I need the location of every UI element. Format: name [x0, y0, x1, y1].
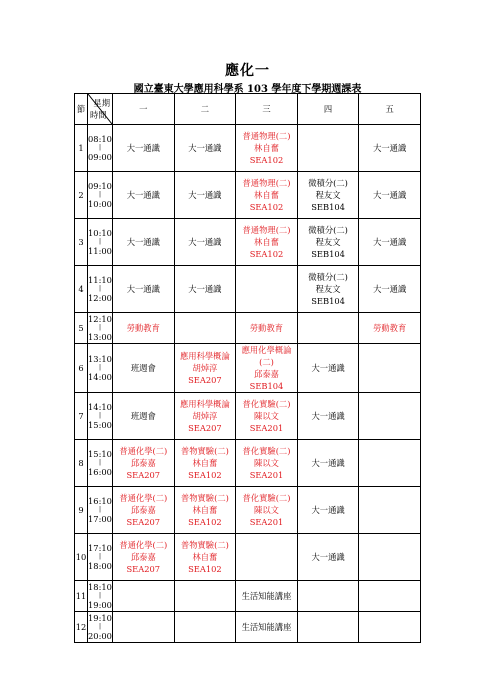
course-line: 應用科學概論 — [179, 399, 230, 409]
course-line: 生活知能講座 — [241, 591, 292, 601]
course-line: 陳以文 — [254, 411, 279, 421]
course-cell — [297, 172, 359, 219]
course-line: 程友文 — [315, 190, 341, 200]
time-sep: | — [98, 364, 102, 371]
course-cell — [113, 344, 175, 393]
course-line: 普通化學(二) — [119, 446, 168, 456]
period-time — [88, 172, 113, 219]
course-cell — [359, 125, 421, 172]
course-line: 普物實驗(二) — [180, 540, 229, 550]
course-cell — [236, 612, 298, 643]
course-line: SEA207 — [126, 470, 161, 480]
course-cell — [359, 172, 421, 219]
time-label: 時間 — [90, 110, 107, 120]
page-title: 應化一 — [225, 63, 270, 79]
header-row — [75, 94, 421, 125]
course-cell — [297, 393, 359, 440]
course-line: 大一通識 — [188, 284, 222, 294]
time-sep: | — [98, 592, 102, 599]
course-line: 應用化學概論 — [241, 345, 292, 355]
course-line: 林自奮 — [192, 505, 218, 515]
course-cell — [113, 487, 175, 534]
time-end: 13:00 — [88, 332, 112, 342]
course-line: 班週會 — [130, 363, 156, 373]
course-line: 程友文 — [315, 284, 341, 294]
course-line: SEA207 — [188, 375, 222, 385]
course-line: 大一通識 — [188, 237, 222, 247]
period-number: 1 — [75, 125, 88, 172]
table-row — [75, 266, 421, 313]
time-start: 13:10 — [88, 354, 112, 364]
period-time — [88, 125, 113, 172]
course-line: 邱泰嘉 — [254, 369, 279, 379]
course-line: SEA207 — [126, 517, 161, 527]
day-header: 二 — [174, 94, 236, 125]
course-line: 林自奮 — [192, 458, 218, 468]
course-line: 大一通識 — [311, 411, 345, 421]
course-cell — [174, 219, 236, 266]
time-end: 14:00 — [88, 372, 112, 382]
course-line: 林自奮 — [254, 237, 279, 247]
course-cell — [113, 581, 175, 612]
course-cell — [359, 581, 421, 612]
course-line: 普化實驗(二) — [242, 446, 291, 456]
course-cell — [113, 612, 175, 643]
table-row — [75, 125, 421, 172]
course-line: 大一通識 — [373, 143, 407, 153]
course-line: 大一通識 — [126, 190, 160, 200]
course-line: (二) — [259, 357, 274, 367]
course-line: 勞動教育 — [373, 323, 407, 333]
table-row — [75, 612, 421, 643]
time-start: 12:10 — [88, 314, 112, 324]
course-cell — [236, 487, 298, 534]
course-cell — [359, 313, 421, 344]
table-row — [75, 393, 421, 440]
course-line: 胡焯淳 — [192, 411, 218, 421]
course-cell — [297, 440, 359, 487]
course-line: 大一通識 — [126, 143, 160, 153]
time-start: 17:10 — [88, 543, 112, 553]
course-cell — [236, 266, 298, 313]
course-cell — [297, 487, 359, 534]
course-line: 大一通識 — [311, 505, 345, 515]
period-number: 8 — [75, 440, 88, 487]
period-number: 6 — [75, 344, 88, 393]
time-start: 15:10 — [88, 449, 112, 459]
course-cell — [359, 219, 421, 266]
course-line: 勞動教育 — [126, 323, 160, 333]
time-sep: | — [98, 324, 102, 331]
time-end: 12:00 — [88, 293, 112, 303]
course-line: SEA207 — [188, 423, 222, 433]
table-row — [75, 172, 421, 219]
time-start: 19:10 — [88, 613, 112, 623]
course-line: 微積分(二) — [308, 225, 348, 235]
table-row — [75, 313, 421, 344]
time-start: 08:10 — [88, 134, 112, 144]
course-cell — [174, 393, 236, 440]
course-line: 邱泰嘉 — [130, 505, 156, 515]
table-row — [75, 581, 421, 612]
period-time — [88, 393, 113, 440]
day-header: 一 — [113, 94, 175, 125]
period-number: 11 — [75, 581, 88, 612]
course-cell — [113, 313, 175, 344]
course-line: 大一通識 — [373, 284, 407, 294]
course-cell — [174, 125, 236, 172]
time-start: 14:10 — [88, 402, 112, 412]
course-line: 林自奮 — [254, 190, 279, 200]
period-number: 4 — [75, 266, 88, 313]
diagonal-line — [88, 94, 112, 124]
course-cell — [297, 125, 359, 172]
course-cell — [174, 313, 236, 344]
course-line: 大一通識 — [373, 237, 407, 247]
course-cell — [359, 440, 421, 487]
time-sep: | — [98, 285, 102, 292]
course-line: 邱泰嘉 — [130, 552, 156, 562]
course-line: 勞動教育 — [249, 323, 284, 333]
weekday-label: 星期 — [93, 98, 110, 108]
course-line: 應用科學概論 — [179, 351, 230, 361]
course-cell — [113, 172, 175, 219]
course-cell — [113, 266, 175, 313]
time-end: 11:00 — [88, 246, 112, 256]
course-cell — [236, 125, 298, 172]
course-line: SEA102 — [249, 202, 284, 212]
course-line: SEB104 — [311, 249, 345, 259]
period-time — [88, 313, 113, 344]
time-sep: | — [98, 412, 102, 419]
course-cell — [113, 534, 175, 581]
weekday-time-header — [88, 94, 113, 125]
table-row — [75, 440, 421, 487]
course-cell — [113, 440, 175, 487]
period-time — [88, 266, 113, 313]
course-line: 大一通識 — [188, 143, 222, 153]
course-cell — [297, 266, 359, 313]
course-cell — [297, 612, 359, 643]
course-cell — [359, 266, 421, 313]
course-line: SEA201 — [249, 470, 284, 480]
day-header: 三 — [236, 94, 298, 125]
course-line: 林自奮 — [192, 552, 218, 562]
course-line: 陳以文 — [254, 458, 279, 468]
course-cell — [113, 393, 175, 440]
course-cell — [236, 440, 298, 487]
time-start: 10:10 — [88, 228, 112, 238]
time-end: 10:00 — [88, 199, 112, 209]
course-cell — [236, 534, 298, 581]
period-time — [88, 534, 113, 581]
period-number: 12 — [75, 612, 88, 643]
course-line: 陳以文 — [254, 505, 279, 515]
course-cell — [174, 581, 236, 612]
course-cell — [174, 440, 236, 487]
course-line: 普通化學(二) — [119, 540, 168, 550]
course-line: 普物實驗(二) — [180, 446, 229, 456]
course-line: 普通物理(二) — [242, 131, 291, 141]
time-sep: | — [98, 623, 102, 630]
course-cell — [174, 344, 236, 393]
course-line: 大一通識 — [373, 190, 407, 200]
table-row — [75, 344, 421, 393]
course-line: 大一通識 — [311, 363, 345, 373]
course-cell — [236, 581, 298, 612]
period-number: 7 — [75, 393, 88, 440]
course-line: 林自奮 — [254, 143, 279, 153]
table-row — [75, 487, 421, 534]
course-line: 班週會 — [130, 411, 156, 421]
course-line: SEB104 — [311, 296, 345, 306]
course-line: SEA201 — [249, 423, 284, 433]
course-cell — [236, 344, 298, 393]
course-cell — [297, 344, 359, 393]
course-line: 大一通識 — [126, 284, 160, 294]
course-line: 普化實驗(二) — [242, 399, 291, 409]
course-line: 大一通識 — [188, 190, 222, 200]
course-line: SEA207 — [126, 564, 161, 574]
day-header: 四 — [297, 94, 359, 125]
period-time — [88, 440, 113, 487]
course-cell — [359, 487, 421, 534]
time-sep: | — [98, 144, 102, 151]
page-subtitle: 國立臺東大學應用科學系 103 學年度下學期週課表 — [133, 84, 362, 95]
course-line: 程友文 — [315, 237, 341, 247]
course-line: 生活知能講座 — [241, 622, 292, 632]
table-row — [75, 219, 421, 266]
course-line: SEA102 — [249, 155, 284, 165]
course-cell — [174, 172, 236, 219]
course-cell — [236, 393, 298, 440]
course-cell — [297, 581, 359, 612]
course-line: 普通化學(二) — [119, 493, 168, 503]
period-time — [88, 487, 113, 534]
course-cell — [297, 219, 359, 266]
time-start: 18:10 — [88, 582, 112, 592]
time-sep: | — [98, 553, 102, 560]
course-cell — [236, 172, 298, 219]
course-line: 普通物理(二) — [242, 225, 291, 235]
period-number: 9 — [75, 487, 88, 534]
course-line: 大一通識 — [311, 458, 345, 468]
time-start: 11:10 — [88, 275, 112, 285]
time-end: 18:00 — [88, 561, 112, 571]
period-header: 節 — [75, 94, 88, 125]
course-line: SEA102 — [188, 517, 222, 527]
course-line: SEA102 — [188, 564, 222, 574]
course-line: 微積分(二) — [308, 178, 348, 188]
course-cell — [297, 534, 359, 581]
course-line: SEA201 — [249, 517, 284, 527]
course-line: 普化實驗(二) — [242, 493, 291, 503]
time-end: 17:00 — [88, 514, 112, 524]
time-end: 15:00 — [88, 420, 112, 430]
time-end: 16:00 — [88, 467, 112, 477]
period-time — [88, 581, 113, 612]
course-cell — [297, 313, 359, 344]
course-line: 普物實驗(二) — [180, 493, 229, 503]
course-cell — [174, 534, 236, 581]
course-cell — [174, 266, 236, 313]
course-line: SEA102 — [188, 470, 222, 480]
table-row — [75, 534, 421, 581]
course-cell — [236, 219, 298, 266]
course-line: 大一通識 — [126, 237, 160, 247]
day-header: 五 — [359, 94, 421, 125]
time-end: 20:00 — [88, 631, 112, 641]
course-cell — [174, 612, 236, 643]
time-sep: | — [98, 238, 102, 245]
course-line: SEA102 — [249, 249, 284, 259]
period-number: 3 — [75, 219, 88, 266]
time-end: 09:00 — [88, 152, 112, 162]
time-sep: | — [98, 506, 102, 513]
course-cell — [359, 393, 421, 440]
period-time — [88, 219, 113, 266]
course-line: 邱泰嘉 — [130, 458, 156, 468]
period-number: 5 — [75, 313, 88, 344]
course-cell — [174, 487, 236, 534]
course-line: 胡焯淳 — [192, 363, 218, 373]
course-cell — [359, 344, 421, 393]
time-start: 09:10 — [88, 181, 112, 191]
course-cell — [113, 219, 175, 266]
period-time — [88, 612, 113, 643]
course-cell — [236, 313, 298, 344]
course-line: SEB104 — [249, 381, 284, 391]
course-line: SEB104 — [311, 202, 345, 212]
period-time — [88, 344, 113, 393]
course-line: 微積分(二) — [308, 272, 348, 282]
course-line: 大一通識 — [311, 552, 345, 562]
time-sep: | — [98, 191, 102, 198]
course-cell — [359, 612, 421, 643]
period-number: 2 — [75, 172, 88, 219]
course-cell — [113, 125, 175, 172]
time-end: 19:00 — [88, 600, 112, 610]
time-start: 16:10 — [88, 496, 112, 506]
time-sep: | — [98, 459, 102, 466]
period-number: 10 — [75, 534, 88, 581]
course-line: 普通物理(二) — [242, 178, 291, 188]
timetable — [74, 93, 421, 643]
course-cell — [359, 534, 421, 581]
